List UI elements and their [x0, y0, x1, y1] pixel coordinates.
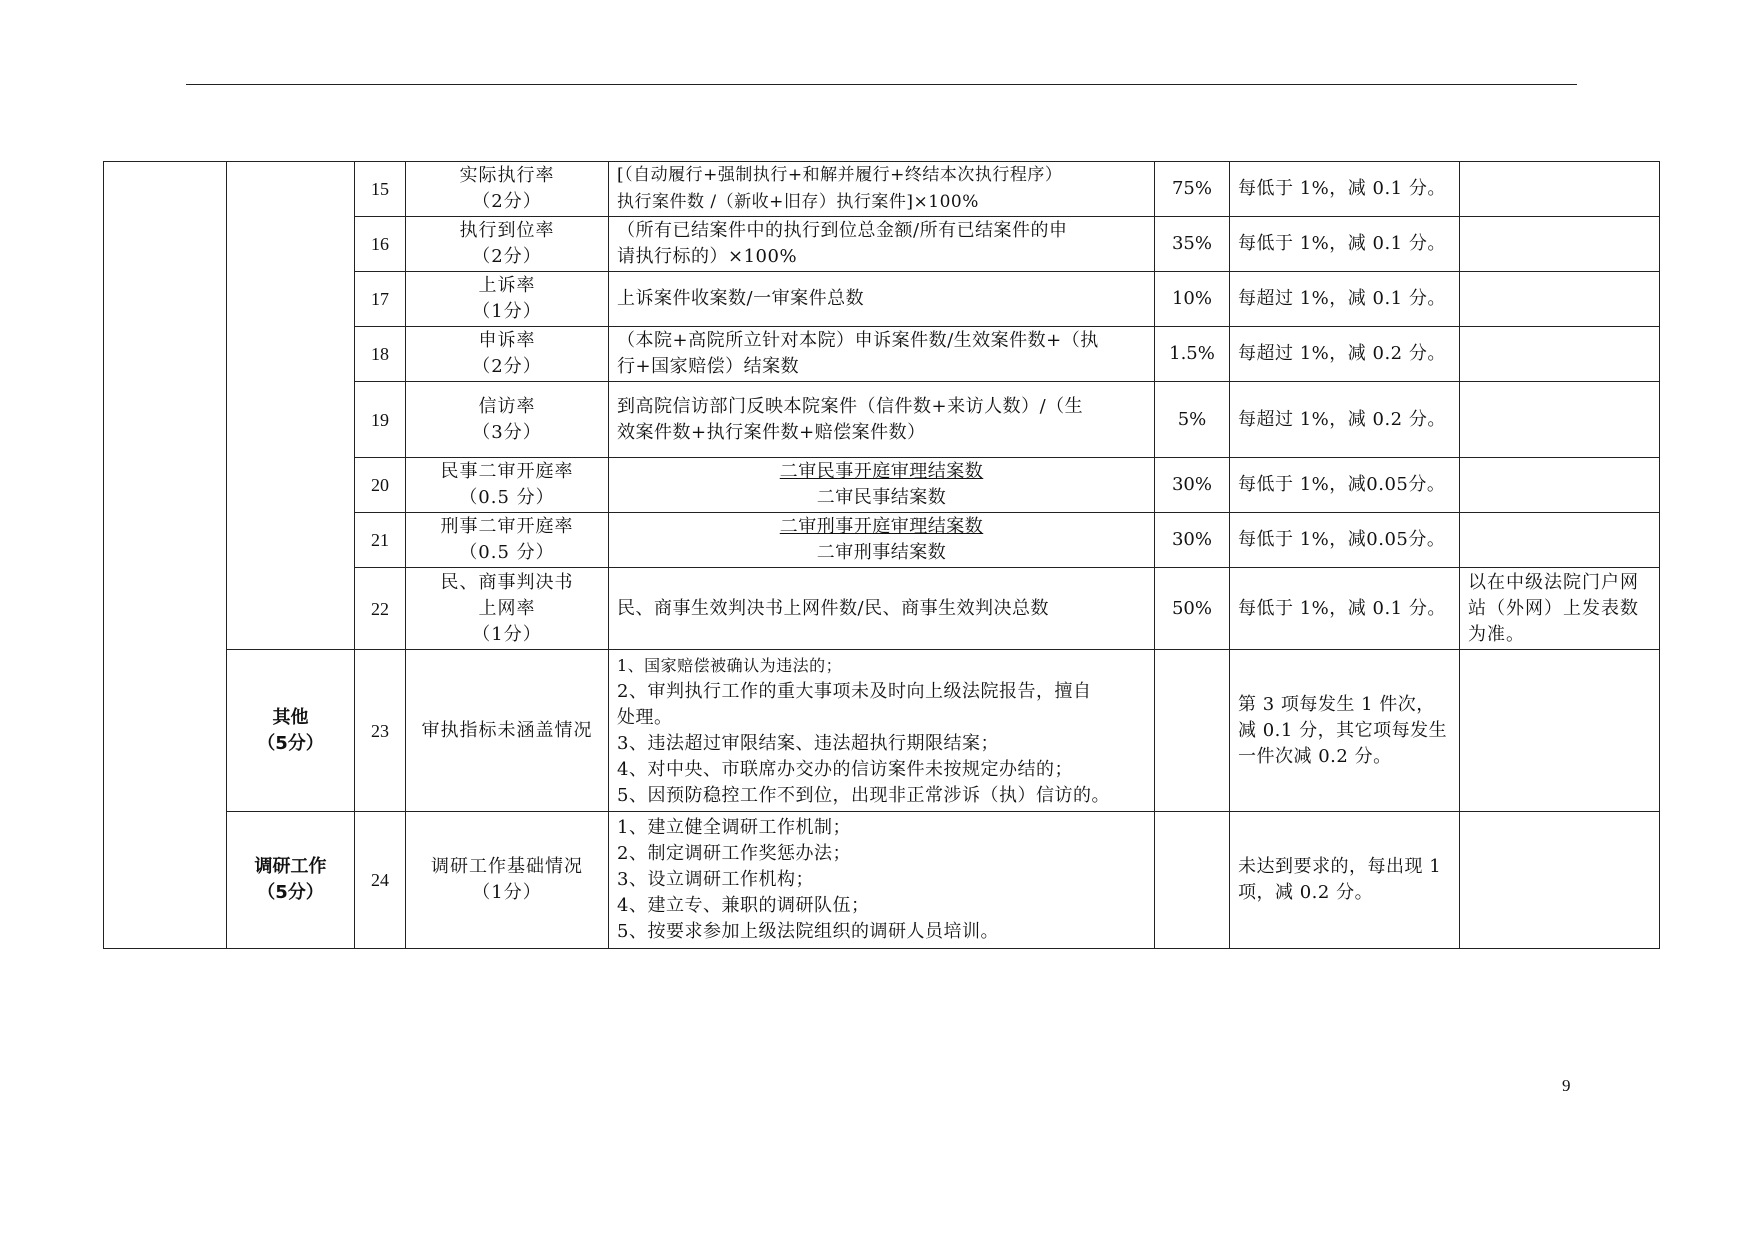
- indicator-name: 民事二审开庭率 （0.5 分）: [406, 458, 609, 513]
- indicator-name: 调研工作基础情况 （1分）: [406, 812, 609, 949]
- row-number: 20: [355, 458, 406, 513]
- formula: [（自动履行+强制执行+和解并履行+终结本次执行程序） 执行案件数 /（新收+旧存）执行案件]×100%: [609, 162, 1155, 217]
- section-blank-cell: [104, 162, 227, 949]
- target-value: 1.5%: [1155, 327, 1230, 382]
- remark: [1460, 217, 1660, 272]
- fraction-denominator: 二审刑事结案数: [816, 542, 947, 563]
- row-number: 17: [355, 272, 406, 327]
- indicator-name: 执行到位率 （2分）: [406, 217, 609, 272]
- indicator-name: 实际执行率 （2分）: [406, 162, 609, 217]
- formula-list: 1、国家赔偿被确认为违法的； 2、审判执行工作的重大事项未及时向上级法院报告，擅自 处理。 3、违法超过审限结案、违法超执行期限结案； 4、对中央、市联席办交办的信访案件未按规定办结的； 5、因预防稳控工作不到位，出现非正常涉诉（执）信访的。: [609, 650, 1155, 812]
- category-label: 其他 （5分）: [227, 650, 355, 812]
- header-rule: [186, 84, 1577, 85]
- assessment-table: [103, 161, 1660, 949]
- formula-fraction: [609, 458, 1155, 513]
- category-label: 调研工作 （5分）: [227, 812, 355, 949]
- indicator-name: 信访率 （3分）: [406, 382, 609, 458]
- target-value: 10%: [1155, 272, 1230, 327]
- row-number: 23: [355, 650, 406, 812]
- target-value: 5%: [1155, 382, 1230, 458]
- remark: [1460, 650, 1660, 812]
- row-number: 22: [355, 568, 406, 650]
- fraction-numerator: 二审刑事开庭审理结案数: [779, 516, 984, 537]
- deduction-rule: 每低于 1%，减0.05分。: [1230, 513, 1460, 568]
- remark: [1460, 458, 1660, 513]
- indicator-name: 审执指标未涵盖情况: [406, 650, 609, 812]
- remark: 以在中级法院门户网站（外网）上发表数为准。: [1460, 568, 1660, 650]
- remark: [1460, 272, 1660, 327]
- formula-list: 1、建立健全调研工作机制； 2、制定调研工作奖惩办法； 3、设立调研工作机构； 4、建立专、兼职的调研队伍； 5、按要求参加上级法院组织的调研人员培训。: [609, 812, 1155, 949]
- remark: [1460, 382, 1660, 458]
- formula: 到高院信访部门反映本院案件（信件数+来访人数）/（生 效案件数+执行案件数+赔偿案件数）: [609, 382, 1155, 458]
- remark: [1460, 162, 1660, 217]
- deduction-rule: 第 3 项每发生 1 件次，减 0.1 分，其它项每发生一件次减 0.2 分。: [1230, 650, 1460, 812]
- row-number: 18: [355, 327, 406, 382]
- target-value: 35%: [1155, 217, 1230, 272]
- deduction-rule: 每超过 1%，减 0.2 分。: [1230, 327, 1460, 382]
- fraction-numerator: 二审民事开庭审理结案数: [779, 461, 984, 482]
- target-value: [1155, 650, 1230, 812]
- target-value: 75%: [1155, 162, 1230, 217]
- remark: [1460, 812, 1660, 949]
- row-number: 21: [355, 513, 406, 568]
- table-row: [104, 650, 1660, 812]
- indicator-name: 上诉率 （1分）: [406, 272, 609, 327]
- page-number: 9: [1562, 1076, 1571, 1095]
- formula: 上诉案件收案数/一审案件总数: [609, 272, 1155, 327]
- deduction-rule: 每超过 1%，减 0.1 分。: [1230, 272, 1460, 327]
- indicator-name: 刑事二审开庭率 （0.5 分）: [406, 513, 609, 568]
- indicator-name: 申诉率 （2分）: [406, 327, 609, 382]
- row-number: 24: [355, 812, 406, 949]
- remark: [1460, 513, 1660, 568]
- indicator-name: 民、商事判决书 上网率 （1分）: [406, 568, 609, 650]
- fraction-denominator: 二审民事结案数: [816, 487, 947, 508]
- remark: [1460, 327, 1660, 382]
- table-row: [104, 812, 1660, 949]
- deduction-rule: 每低于 1%，减 0.1 分。: [1230, 162, 1460, 217]
- formula: （所有已结案件中的执行到位总金额/所有已结案件的申 请执行标的）×100%: [609, 217, 1155, 272]
- deduction-rule: 每低于 1%，减0.05分。: [1230, 458, 1460, 513]
- target-value: 30%: [1155, 458, 1230, 513]
- deduction-rule: 每低于 1%，减 0.1 分。: [1230, 568, 1460, 650]
- formula: （本院+高院所立针对本院）申诉案件数/生效案件数+（执 行+国家赔偿）结案数: [609, 327, 1155, 382]
- target-value: [1155, 812, 1230, 949]
- deduction-rule: 每低于 1%，减 0.1 分。: [1230, 217, 1460, 272]
- deduction-rule: 每超过 1%，减 0.2 分。: [1230, 382, 1460, 458]
- deduction-rule: 未达到要求的，每出现 1 项，减 0.2 分。: [1230, 812, 1460, 949]
- table-row: [104, 162, 1660, 217]
- formula-fraction: [609, 513, 1155, 568]
- row-number: 19: [355, 382, 406, 458]
- formula: 民、商事生效判决书上网件数/民、商事生效判决总数: [609, 568, 1155, 650]
- row-number: 15: [355, 162, 406, 217]
- target-value: 50%: [1155, 568, 1230, 650]
- target-value: 30%: [1155, 513, 1230, 568]
- category-blank-cell: [227, 162, 355, 650]
- row-number: 16: [355, 217, 406, 272]
